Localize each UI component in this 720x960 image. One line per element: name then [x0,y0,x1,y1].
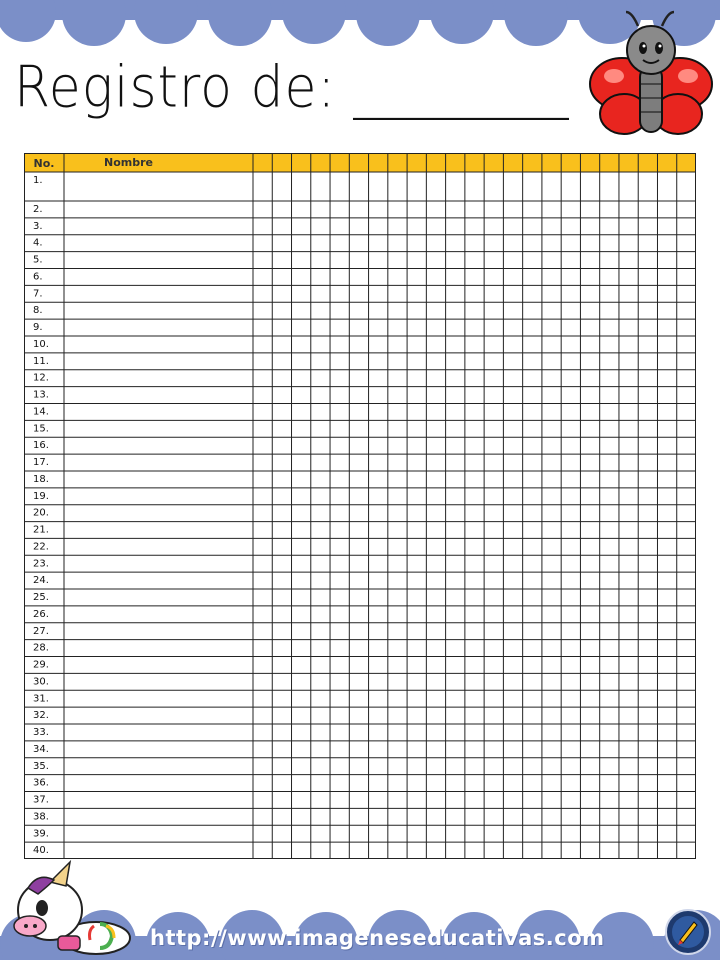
row-number: 34. [33,743,49,755]
name-cell[interactable] [64,218,253,235]
table-row [33,842,253,859]
row-number: 33. [33,727,49,739]
row-number: 21. [33,524,49,536]
name-cell[interactable] [64,758,253,775]
table-row [33,792,253,809]
name-cell[interactable] [64,353,253,370]
name-cell[interactable] [64,471,253,488]
name-cell[interactable] [64,201,253,218]
butterfly-illustration [588,6,714,144]
name-cell[interactable] [64,522,253,539]
table-row [33,353,253,370]
name-cell[interactable] [64,252,253,269]
name-cell[interactable] [64,792,253,809]
table-row [33,268,253,285]
header-no: No. [33,157,55,170]
row-number: 31. [33,693,49,705]
attendance-table [24,153,696,859]
name-cell[interactable] [64,319,253,336]
table-row [33,403,253,420]
row-number: 11. [33,355,49,367]
table-row [33,538,253,555]
name-cell[interactable] [64,589,253,606]
page-title: Registro de: ________ [14,55,570,121]
name-cell[interactable] [64,623,253,640]
name-cell[interactable] [64,437,253,454]
table-row [33,775,253,792]
row-number: 28. [33,642,49,654]
table-row [33,758,253,775]
row-number: 13. [33,389,49,401]
row-number: 27. [33,625,49,637]
row-number: 18. [33,473,49,485]
name-cell[interactable] [64,741,253,758]
name-cell[interactable] [64,673,253,690]
unicorn-illustration [8,858,138,958]
table-row [33,252,253,269]
row-number: 3. [33,220,43,232]
row-number: 38. [33,811,49,823]
table-row [33,302,253,319]
row-number: 8. [33,305,43,317]
name-cell[interactable] [64,235,253,252]
name-cell[interactable] [64,808,253,825]
row-number: 10. [33,338,49,350]
footer-url[interactable]: http://www.imageneseducativas.com [150,926,605,950]
name-cell[interactable] [64,505,253,522]
table-row [33,218,253,235]
name-cell[interactable] [64,268,253,285]
row-number: 32. [33,710,49,722]
row-number: 29. [33,659,49,671]
row-number: 23. [33,558,49,570]
table-row [33,572,253,589]
name-cell[interactable] [64,707,253,724]
table-row [33,370,253,387]
name-cell[interactable] [64,370,253,387]
name-cell[interactable] [64,538,253,555]
table-row [33,741,253,758]
row-number: 14. [33,406,49,418]
row-number: 1. [33,175,43,186]
name-cell[interactable] [64,403,253,420]
table-row [33,623,253,640]
table-row [33,319,253,336]
name-cell[interactable] [64,640,253,657]
table-row [33,707,253,724]
name-cell[interactable] [64,724,253,741]
row-number: 36. [33,777,49,789]
table-row [33,522,253,539]
table-row [33,235,253,252]
table-row [33,285,253,302]
row-number: 19. [33,490,49,502]
row-number: 6. [33,271,43,283]
table-row [33,420,253,437]
name-cell[interactable] [64,572,253,589]
row-number: 26. [33,608,49,620]
name-cell[interactable] [64,690,253,707]
row-number: 4. [33,237,43,249]
table-row [33,825,253,842]
row-number: 22. [33,541,49,553]
row-number: 24. [33,575,49,587]
name-cell[interactable] [64,454,253,471]
row-number: 16. [33,440,49,452]
row-number: 39. [33,828,49,840]
table-row [33,471,253,488]
row-number: 30. [33,676,49,688]
name-cell[interactable] [64,285,253,302]
table-row [33,172,253,201]
table-row [33,454,253,471]
name-cell[interactable] [64,387,253,404]
row-number: 9. [33,322,43,334]
table-row [33,690,253,707]
name-cell[interactable] [64,172,253,201]
header-nombre: Nombre [104,156,153,169]
table-row [33,505,253,522]
row-number: 40. [33,845,49,857]
table-row [33,606,253,623]
table-row [33,640,253,657]
table-row [33,555,253,572]
row-number: 2. [33,204,43,215]
table-row [33,808,253,825]
table-row [33,488,253,505]
name-cell[interactable] [64,606,253,623]
name-cell[interactable] [64,555,253,572]
table-row [33,724,253,741]
row-number: 20. [33,507,49,519]
name-cell[interactable] [64,302,253,319]
table-row [33,336,253,353]
table-row [33,201,253,218]
row-number: 35. [33,760,49,772]
row-number: 15. [33,423,49,435]
row-number: 12. [33,372,49,384]
row-number: 7. [33,288,43,300]
row-number: 5. [33,254,43,266]
site-logo [664,908,712,956]
table-row [33,673,253,690]
row-number: 25. [33,592,49,604]
table-row [33,589,253,606]
name-cell[interactable] [64,336,253,353]
name-cell[interactable] [64,842,253,859]
table-row [33,657,253,674]
row-number: 37. [33,794,49,806]
table-row [33,387,253,404]
name-cell[interactable] [64,657,253,674]
name-cell[interactable] [64,488,253,505]
name-cell[interactable] [64,825,253,842]
row-number: 17. [33,457,49,469]
name-cell[interactable] [64,420,253,437]
table-row [33,437,253,454]
name-cell[interactable] [64,775,253,792]
